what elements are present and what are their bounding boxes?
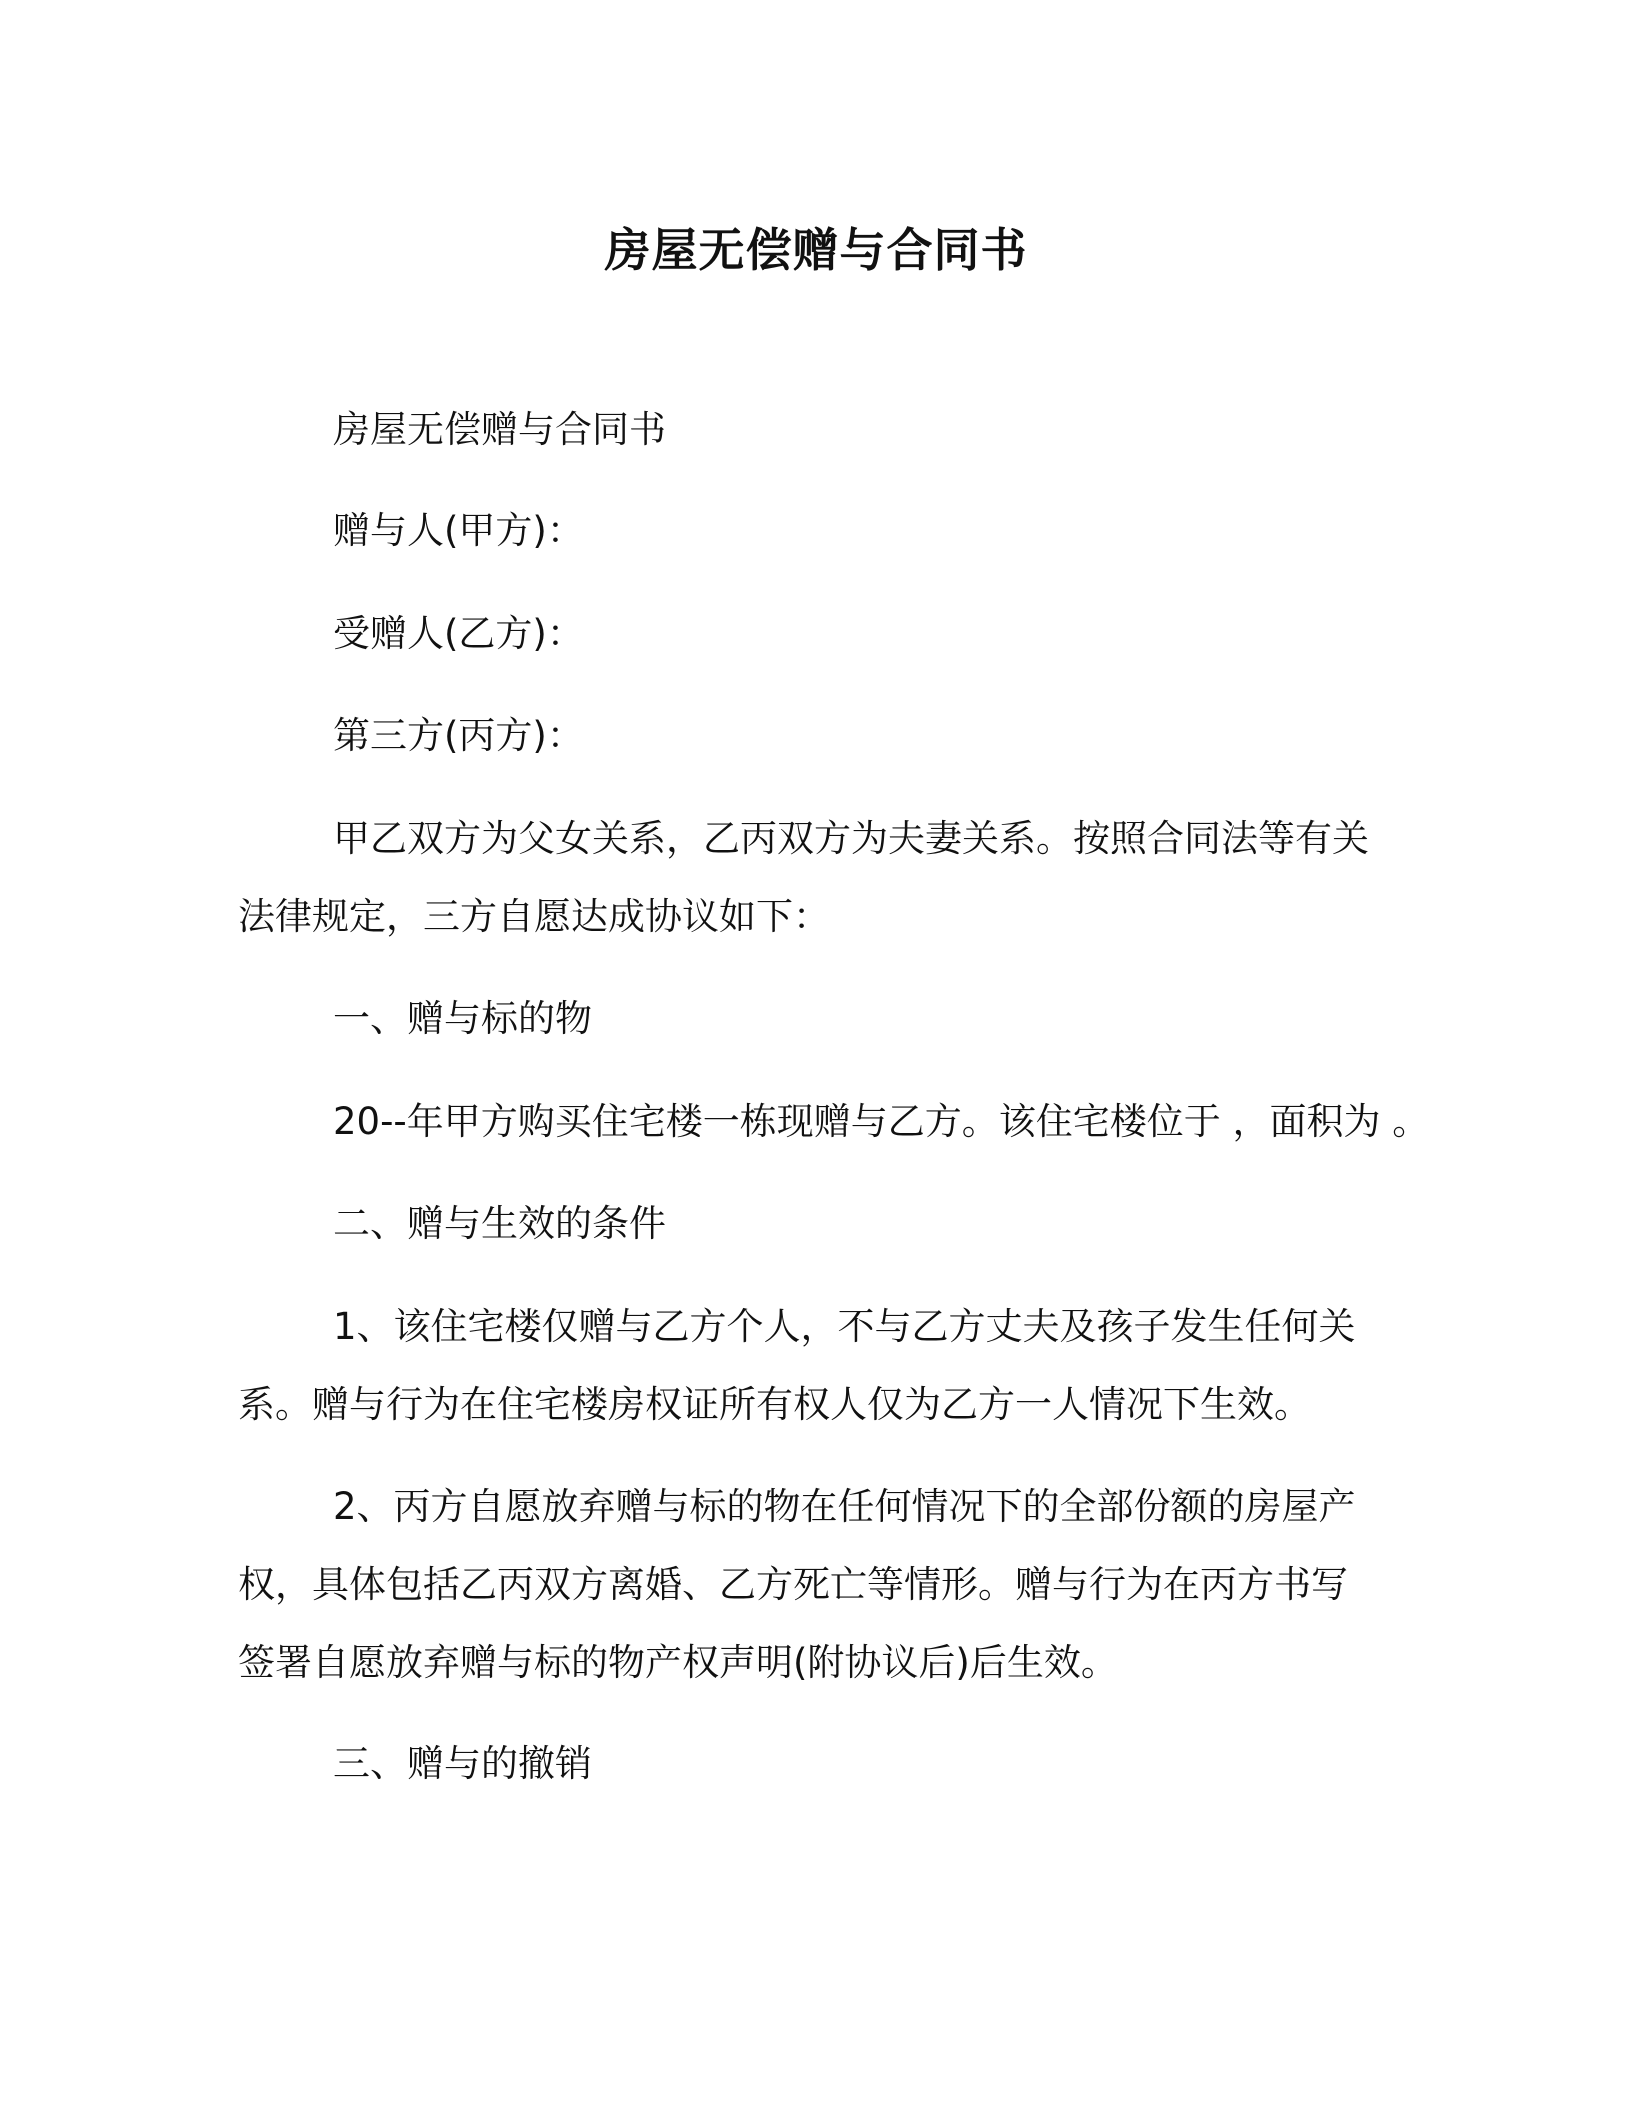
section-heading-2 <box>238 1185 1398 1263</box>
paragraph-condition-1 <box>238 1288 1398 1444</box>
paragraph-donee <box>238 595 1398 673</box>
paragraph-line: 2、丙方自愿放弃赠与标的物在任何情况下的全部份额的房屋产 <box>333 1485 1356 1528</box>
paragraph-line: 甲乙双方为父女关系，乙丙双方为夫妻关系。按照合同法等有关 <box>333 817 1369 860</box>
paragraph-line: 房屋无偿赠与合同书 <box>333 408 666 451</box>
paragraph-line: 受赠人(乙方)： <box>333 612 584 655</box>
paragraph-donor <box>238 492 1398 570</box>
section-heading-1 <box>238 980 1398 1058</box>
paragraph-line: 二、赠与生效的条件 <box>333 1202 666 1245</box>
paragraph-line: 一、赠与标的物 <box>333 997 592 1040</box>
paragraph-heading <box>238 391 1398 469</box>
paragraph-third-party <box>238 697 1398 775</box>
paragraph-line: 三、赠与的撤销 <box>333 1742 592 1785</box>
paragraph-line: 第三方(丙方)： <box>333 714 584 757</box>
paragraph-line: 1、该住宅楼仅赠与乙方个人，不与乙方丈夫及孩子发生任何关 <box>333 1305 1356 1348</box>
document-title: 房屋无偿赠与合同书 <box>604 223 1028 277</box>
paragraph-line: 签署自愿放弃赠与标的物产权声明(附协议后)后生效。 <box>238 1641 1118 1684</box>
paragraph-line: 20--年甲方购买住宅楼一栋现赠与乙方。该住宅楼位于 ，面积为 。 <box>333 1100 1430 1143</box>
paragraph-line: 法律规定，三方自愿达成协议如下： <box>238 895 830 938</box>
paragraph-line: 赠与人(甲方)： <box>333 509 584 552</box>
paragraph-line: 权，具体包括乙丙双方离婚、乙方死亡等情形。赠与行为在丙方书写 <box>238 1563 1348 1606</box>
paragraph-condition-2 <box>238 1468 1398 1702</box>
paragraph-relationship <box>238 800 1398 956</box>
paragraph-subject <box>238 1083 1430 1161</box>
section-heading-3 <box>238 1725 1398 1803</box>
paragraph-line: 系。赠与行为在住宅楼房权证所有权人仅为乙方一人情况下生效。 <box>238 1383 1311 1426</box>
